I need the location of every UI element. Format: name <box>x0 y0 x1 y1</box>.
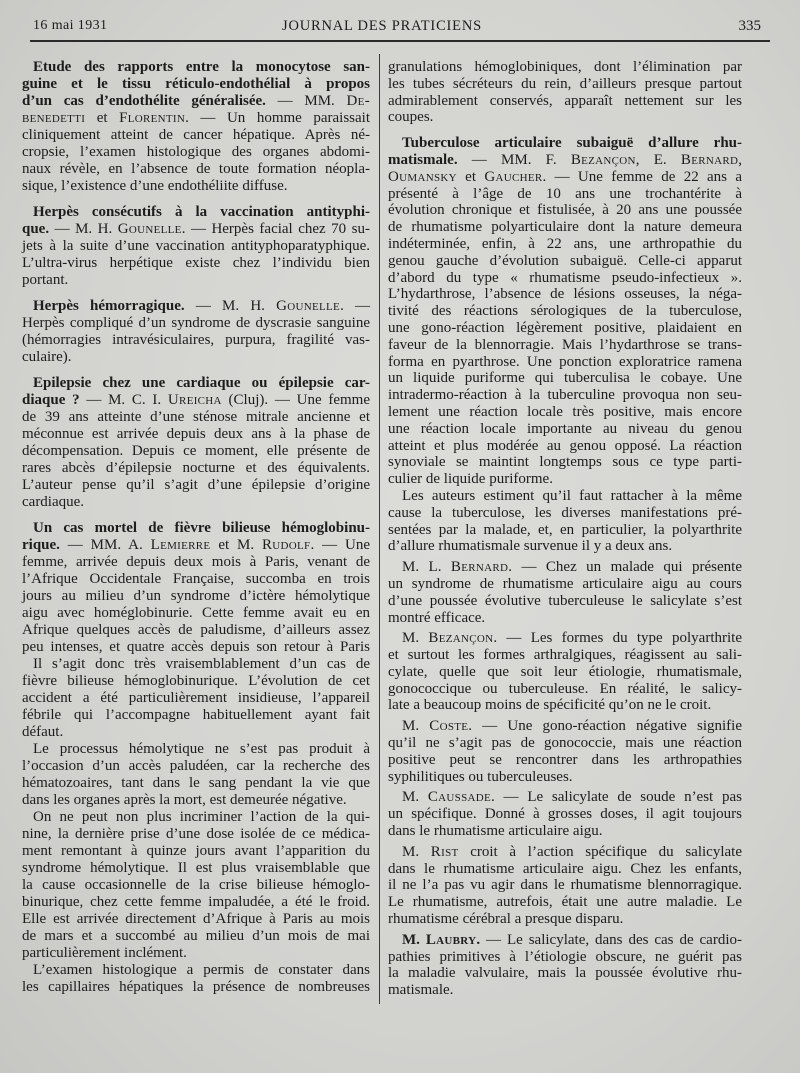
title-text: Tuberculose articulaire subaiguë d’allure rhu- <box>402 135 742 152</box>
body-text: intradermo-réaction à la tuberculine provoqua non seu- <box>388 387 742 404</box>
body-text: dans les organes après la mort, est demeurée négative. <box>22 792 347 808</box>
text-line <box>22 588 370 605</box>
body-text: cardiaque. <box>22 494 85 510</box>
text-line <box>22 460 370 477</box>
body-text: tivité des réactions sérologiques de la tuberculose, <box>388 303 742 320</box>
right-column <box>388 59 742 999</box>
author-name: Oumansky <box>388 168 457 185</box>
body-text: fièvre bilieuse hémoglobinurique. L’évolution de cet <box>22 673 370 689</box>
text-line <box>22 272 370 289</box>
body-text: défaut. <box>22 724 64 740</box>
text-line <box>22 426 370 443</box>
text-line <box>22 877 370 894</box>
text-line <box>388 303 742 320</box>
title-text: M. <box>402 931 426 948</box>
text-line <box>388 253 742 270</box>
body-text: la maladie valvulaire, mais la poussée évolutive rhu- <box>388 965 742 982</box>
text-line <box>388 861 742 878</box>
body-text: montré efficace. <box>388 609 486 626</box>
text-line <box>388 438 742 455</box>
body-text: aigu avec homéglobinurie. Cette femme avait eu en <box>22 605 370 621</box>
title-text: Herpès hémorragique. <box>33 298 185 314</box>
body-text: Il s’agit donc très vraisemblablement d’un cas de <box>33 656 370 672</box>
body-text: qu’il ne s’agit pas de gonococcie, mais une réaction <box>388 735 742 752</box>
body-text: une gono-réaction légèrement positive, plaidaient en <box>388 319 742 336</box>
paragraph <box>388 488 742 555</box>
body-text: . — <box>340 298 371 314</box>
text-line <box>22 656 370 673</box>
text-line <box>22 144 370 161</box>
text-line <box>22 928 370 945</box>
body-text: évolution chronique et fistulisée, à 20 ans une poussée <box>388 202 742 219</box>
text-line <box>22 758 370 775</box>
body-text: L’auteur pense qu’il s’agit d’une épilepsie d’origine <box>22 477 370 493</box>
body-text: . — Le salicylate de soude n’est pas <box>491 789 742 806</box>
text-line <box>22 477 370 494</box>
text-line <box>388 236 742 253</box>
text-line <box>388 522 742 539</box>
body-text: et surtout les formes arthralgiques, réagissent au sali- <box>388 647 742 664</box>
paragraph <box>22 298 370 366</box>
text-line <box>22 110 370 127</box>
body-text: un syndrome de rhumatisme articulaire aigu au cours <box>388 575 742 592</box>
text-line <box>22 809 370 826</box>
continued-text <box>388 59 742 126</box>
text-line <box>388 202 742 219</box>
body-text: cropsie, l’examen histologique des organes abdomi- <box>22 144 370 160</box>
body-text: sique, l’existence d’une endothéliite diffuse. <box>22 178 288 194</box>
text-line <box>388 718 742 735</box>
body-text: L’examen histologique a permis de constater dans <box>33 962 370 978</box>
body-text: de rhumatisme polyarticulaire dont la nature demeura <box>388 219 742 236</box>
body-text: synoviale se maintint longtemps sous ce type parti- <box>388 454 742 471</box>
paragraph <box>22 656 370 741</box>
discussion-remark <box>388 559 742 626</box>
text-line <box>22 571 370 588</box>
text-line <box>22 238 370 255</box>
body-text: rares abcès d’épilepsie nocturne et des équivalents. <box>22 460 370 476</box>
body-text: d’abord du type « rhumatisme pseudo-infectieux ». <box>388 269 742 286</box>
body-text: méconnue est arrivée depuis deux ans à la phase de <box>22 426 370 442</box>
communication <box>22 375 370 511</box>
body-text: cliniquement atteint de cancer hépatique. Après né- <box>22 127 370 143</box>
text-line <box>388 647 742 664</box>
body-text: présenté à l’âge de 10 ans une trochantérite à <box>388 185 742 202</box>
text-line <box>388 806 742 823</box>
left-column <box>22 59 370 996</box>
text-line <box>388 76 742 93</box>
body-text: (hémorragies intravésiculaires, purpura, fragilité vas- <box>22 332 370 348</box>
text-line <box>388 844 742 861</box>
communication <box>388 135 742 999</box>
title-text: . <box>476 931 481 948</box>
discussion-remark <box>388 932 742 999</box>
text-line <box>22 221 370 238</box>
text-line <box>388 681 742 698</box>
body-text: il ne l’a pas vu agir dans le rhumatisme blennorragique. <box>388 877 742 894</box>
body-text: M. L. <box>402 559 451 576</box>
body-text: indéterminée, enfin, à 22 ans, une arthropathie du <box>388 235 742 252</box>
author-name: Caussade <box>427 789 492 806</box>
paragraph <box>22 741 370 809</box>
text-line <box>388 559 742 576</box>
body-text: la cause occasionnelle de la crise bilieuse hémoglo- <box>22 877 370 893</box>
title-text: Epilepsie chez une cardiaque ou épilepsie car- <box>33 375 370 391</box>
body-text: — Le salicylate, dans des cas de cardio- <box>480 931 742 948</box>
body-text: d’une poussée évolutive tuberculeuse le salicylate s’est <box>388 592 742 609</box>
body-text: . — Une femme de 22 ans a <box>542 168 742 185</box>
issue-date: 16 mai 1931 <box>33 18 108 33</box>
journal-title: JOURNAL DES PRATICIENS <box>282 18 482 34</box>
text-line <box>22 520 370 537</box>
body-text: (Cluj). — Une femme <box>221 392 371 408</box>
title-text: diaque ? <box>22 392 80 408</box>
body-text: positive peut se rencontrer dans les arthropathies <box>388 751 742 768</box>
body-text: syndrome hémolytique. Il est plus vraisemblable que <box>22 860 370 876</box>
author-name: Lemierre <box>150 537 211 553</box>
text-line <box>22 775 370 792</box>
body-text: ment remontant à quinze jours avant l’apparition du <box>22 843 370 859</box>
text-line <box>22 392 370 409</box>
text-line <box>388 877 742 894</box>
body-text: l’occasion d’un accès paludéen, car la recherche des <box>22 758 370 774</box>
body-text: nine, la dernière prise d’une dose isolée de ce médica- <box>22 826 370 842</box>
body-text: Afrique quelques accès de paludisme, d’ailleurs assez <box>22 622 370 638</box>
body-text: granulations hémoglobiniques, dont l’élimination par <box>388 59 742 75</box>
text-line <box>22 59 370 76</box>
body-text: de mars et a succombé au milieu d’un mois de mai <box>22 928 370 944</box>
text-line <box>388 337 742 354</box>
body-text: portant. <box>22 272 69 288</box>
text-line <box>388 932 742 949</box>
body-text: Le processus hémolytique ne s’est pas produit à <box>33 741 370 757</box>
text-line <box>22 843 370 860</box>
paragraph <box>22 204 370 289</box>
paragraph <box>388 135 742 488</box>
text-line <box>388 789 742 806</box>
text-line <box>388 630 742 647</box>
body-text: L’hydarthrose, l’absence de lésions osseuses, la néga- <box>388 286 742 303</box>
body-text: . — Une <box>310 537 370 553</box>
body-text: décompensation. Depuis ce moment, elle présente de <box>22 443 370 459</box>
text-line <box>388 286 742 303</box>
text-line <box>388 538 742 555</box>
body-text: — M. H. <box>184 298 277 314</box>
body-text: binurique, chez cette femme impaludée, a été le froid. <box>22 894 370 910</box>
body-text: les capillaires hépatiques la présence de nombreuses <box>22 979 370 995</box>
title-text: d’un cas d’endothélite généralisée. <box>22 93 266 109</box>
text-line <box>22 409 370 426</box>
author-name: Florentin <box>119 110 186 126</box>
text-line <box>388 593 742 610</box>
body-text: lement une réaction locale très positive, mais encore <box>388 403 742 420</box>
text-line <box>22 375 370 392</box>
text-line <box>388 982 742 999</box>
author-name: Bernard <box>450 559 509 576</box>
body-text: syphilitiques ou tuberculeuses. <box>388 768 573 785</box>
body-text: hématozoaires, tant dans le sang pendant la vie que <box>22 775 370 791</box>
body-text: une réaction locale importante au niveau du genou <box>388 420 742 437</box>
body-text: . — Un homme paraissait <box>185 110 370 126</box>
author-name: Bezançon <box>428 630 494 647</box>
text-line <box>22 945 370 962</box>
text-line <box>22 979 370 996</box>
author-name: Bernard <box>680 151 739 168</box>
title-text: que. <box>22 221 50 237</box>
text-line <box>22 690 370 707</box>
body-text: de 39 ans atteinte d’une sténose mitrale ancienne et <box>22 409 370 425</box>
text-line <box>388 823 742 840</box>
text-line <box>22 554 370 571</box>
text-line <box>388 949 742 966</box>
body-text: atteint et plus modérée au genou opposé. La réaction <box>388 437 742 454</box>
text-line <box>22 443 370 460</box>
text-line <box>388 911 742 928</box>
body-text: . — Les formes du type polyarthrite <box>493 630 742 647</box>
text-line <box>22 673 370 690</box>
author-name: Gounelle <box>117 221 182 237</box>
text-line <box>388 404 742 421</box>
text-line <box>22 826 370 843</box>
body-text: M. <box>402 789 428 806</box>
author-name: De- <box>346 93 370 109</box>
body-text: — MM. A. <box>59 537 151 553</box>
body-text: M. <box>402 843 431 860</box>
body-text: late a beaucoup moins de spécificité qu’on ne le croit. <box>388 697 712 714</box>
body-text: et M. <box>210 537 262 553</box>
text-line <box>22 911 370 928</box>
body-text: admirablement conservés, apparaît nettement sur les <box>388 92 742 109</box>
text-line <box>22 605 370 622</box>
text-line <box>388 109 742 126</box>
text-line <box>388 965 742 982</box>
body-text: faveur de la blennorragie. Mais l’hydarthrose se trans- <box>388 336 742 353</box>
body-text: un spécifique. Donné à grosses doses, il agit toujours <box>388 806 742 823</box>
author-name: Laubry <box>425 931 477 948</box>
body-text: dans le rhumatisme articulaire aigu. Chez les enfants, <box>388 860 742 877</box>
text-line <box>388 697 742 714</box>
body-text: M. <box>402 718 430 735</box>
text-line <box>22 894 370 911</box>
text-line <box>22 792 370 809</box>
text-line <box>22 639 370 656</box>
body-text: genou gauche d’évolution subaiguë. Celle-ci apparut <box>388 252 742 269</box>
communication <box>22 59 370 195</box>
body-text: rhumatisme cérébral a presque disparu. <box>388 911 624 928</box>
text-line <box>388 769 742 786</box>
author-name: Rist <box>430 843 459 860</box>
text-line <box>22 93 370 110</box>
communication <box>22 298 370 366</box>
text-line <box>388 610 742 627</box>
body-text: pathies primitives à l’étiologie obscure, ne guérit pas <box>388 948 742 965</box>
text-line <box>388 387 742 404</box>
paragraph <box>22 520 370 656</box>
text-line <box>388 93 742 110</box>
body-text: On ne peut non plus incriminer l’action de la qui- <box>33 809 370 825</box>
title-text: matismale. <box>388 151 458 168</box>
text-line <box>22 161 370 178</box>
body-text: dans le rhumatisme articulaire aigu. <box>388 823 603 840</box>
body-text: . — Chez un malade qui présente <box>508 559 742 576</box>
text-line <box>22 537 370 554</box>
author-name: Gaucher <box>484 168 543 185</box>
text-line <box>22 494 370 511</box>
title-text: Un cas mortel de fièvre bilieuse hémoglobinu- <box>33 520 370 536</box>
body-text: forma en pyarthrose. Une ponction exploratrice ramena <box>388 353 742 370</box>
author-name: Rudolf <box>262 537 311 553</box>
body-text: et <box>456 168 485 185</box>
text-line <box>22 707 370 724</box>
body-text: et <box>85 110 120 126</box>
author-name: Bezançon <box>570 151 636 168</box>
body-text: peu intenses, et quatre accès depuis son retour à Paris <box>22 639 370 655</box>
header-rule <box>30 40 770 42</box>
body-text: jours au milieu d’un syndrome d’ictère hémolytique <box>22 588 370 604</box>
author-name: benedetti <box>22 110 86 126</box>
title-text: Etude des rapports entre la monocytose san- <box>33 59 370 75</box>
paragraph <box>22 809 370 962</box>
text-line <box>388 169 742 186</box>
text-line <box>388 270 742 287</box>
text-line <box>388 135 742 152</box>
body-text: Elle est arrivée directement d’Afrique à Paris au mois <box>22 911 370 927</box>
text-line <box>388 186 742 203</box>
body-text: cylate, quelle que soit leur étiologie, rhumatismale, <box>388 663 742 680</box>
text-line <box>388 735 742 752</box>
discussion-remark <box>388 718 742 785</box>
author-name: Gounelle <box>276 298 341 314</box>
text-line <box>388 488 742 505</box>
title-text: guine et le tissu réticulo-endothélial à propos <box>22 76 370 92</box>
body-text: jets à la suite d’une vaccination antityphoparatyphique. <box>22 238 370 254</box>
text-line <box>22 315 370 332</box>
body-text: un liquide puriforme qui tuberculisa le cobaye. Une <box>388 370 742 387</box>
text-line <box>388 152 742 169</box>
text-line <box>388 454 742 471</box>
title-text: rique. <box>22 537 60 553</box>
body-text: gonococcique ou tuberculeuse. En réalité, le salicy- <box>388 680 742 697</box>
text-line <box>22 349 370 366</box>
text-line <box>388 370 742 387</box>
text-line <box>22 741 370 758</box>
text-line <box>388 59 742 76</box>
text-line <box>22 724 370 741</box>
paragraph <box>22 375 370 511</box>
body-text: accident a été particulièrement insidieuse, l’appareil <box>22 690 370 706</box>
page-number: 335 <box>738 18 761 34</box>
discussion-remark <box>388 630 742 714</box>
text-line <box>22 962 370 979</box>
body-text: fébrile qui l’accompagne habituellement ayant fait <box>22 707 370 723</box>
body-text: culier de liquide puriforme. <box>388 471 553 488</box>
text-line <box>388 505 742 522</box>
text-line <box>388 576 742 593</box>
text-line <box>388 664 742 681</box>
author-name: Ureicha <box>167 392 222 408</box>
text-line <box>388 894 742 911</box>
body-text: M. <box>402 630 429 647</box>
body-text: Herpès compliqué d’un syndrome de dyscrasie sanguine <box>22 315 370 331</box>
body-text: culaire). <box>22 349 72 365</box>
body-text: coupes. <box>388 109 434 126</box>
body-text: , <box>738 151 742 168</box>
text-line <box>388 752 742 769</box>
body-text: Le rhumatisme, autrefois, était une autre maladie. Le <box>388 894 742 911</box>
body-text: — MM. F. <box>457 151 571 168</box>
paragraph <box>22 59 370 195</box>
body-text: sentées par la malade, et, en particulier, la polyarthrite <box>388 521 742 538</box>
body-text: Les auteurs estiment qu’il faut rattacher à la même <box>402 487 742 504</box>
author-name: Coste <box>429 718 469 735</box>
text-line <box>22 76 370 93</box>
body-text: femme, arrivée depuis deux mois à Paris, venant de <box>22 554 370 570</box>
text-line <box>22 178 370 195</box>
body-text: cause la tuberculose, les diverses manifestations pré- <box>388 504 742 521</box>
text-line <box>22 860 370 877</box>
body-text: , E. <box>635 151 681 168</box>
body-text: les tubes sécréteurs du rein, d’ailleurs presque partout <box>388 75 742 92</box>
text-line <box>22 255 370 272</box>
text-line <box>22 622 370 639</box>
text-line <box>388 421 742 438</box>
discussion-remark <box>388 789 742 839</box>
paragraph <box>22 962 370 996</box>
text-line <box>388 354 742 371</box>
text-line <box>22 204 370 221</box>
body-text: matismale. <box>388 982 454 999</box>
body-text: — MM. <box>265 93 347 109</box>
communication <box>22 520 370 996</box>
body-text: — M. H. <box>49 221 118 237</box>
body-text: — M. C. I. <box>79 392 168 408</box>
text-line <box>22 298 370 315</box>
text-line <box>22 127 370 144</box>
discussion-remark <box>388 844 742 928</box>
body-text: naux révèle, en l’absence de toute formation néopla- <box>22 161 370 177</box>
column-rule <box>379 54 380 1004</box>
body-text: l’Afrique Occidentale Française, succomba en trois <box>22 571 370 587</box>
body-text: L’ultra-virus herpétique existe chez l’individu bien <box>22 255 370 271</box>
title-text: Herpès consécutifs à la vaccination antityphi- <box>33 204 370 220</box>
text-line <box>22 332 370 349</box>
body-text: . — Une gono-réaction négative signifie <box>468 718 742 735</box>
text-line <box>388 219 742 236</box>
communication <box>22 204 370 289</box>
text-line <box>388 320 742 337</box>
text-line <box>388 471 742 488</box>
body-text: croit à l’action spécifique du salicylate <box>458 843 742 860</box>
body-text: d’allure rhumatismale survenue il y a deux ans. <box>388 538 673 555</box>
body-text: particulièrement inclément. <box>22 945 187 961</box>
body-text: . — Herpès facial chez 70 su- <box>181 221 371 237</box>
